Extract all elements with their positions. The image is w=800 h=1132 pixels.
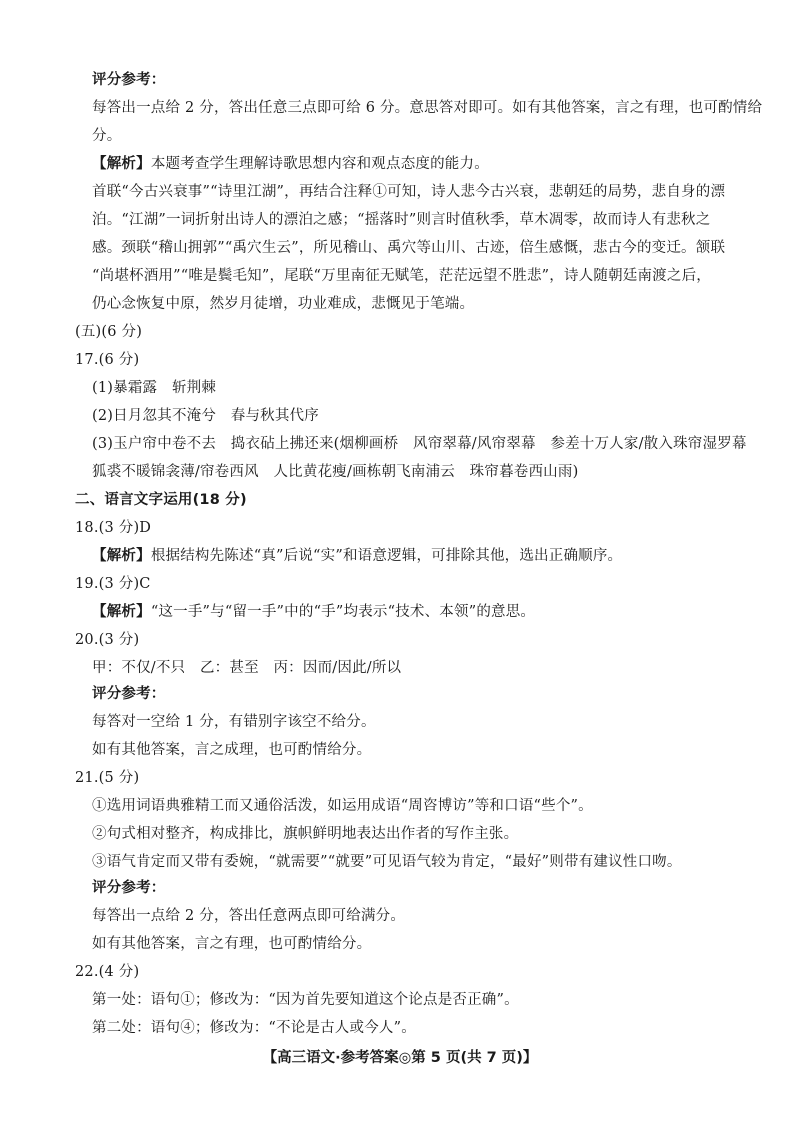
text-line: 第二处：语句④；修改为：“不论是古人或今人”。 [92,1020,416,1036]
text-line: 感。颈联“稽山拥郭”“禹穴生云”，所见稽山、禹穴等山川、古迹，倍生感慨，悲古今的变迁。颔联 [92,240,726,256]
text-line: 分。 [92,128,122,144]
text-line: ③语气肯定而又带有委婉，“就需要”“就要”可见语气较为肯定，“最好”则带有建议性口吻。 [92,854,682,870]
text-line: 第一处：语句①；修改为：“因为首先要知道这个论点是否正确”。 [92,992,519,1008]
text-line: 仍心念恢复中原，然岁月徒增，功业难成，悲慨见于笔端。 [92,296,475,312]
text-line: 如有其他答案，言之有理，也可酌情给分。 [92,936,372,952]
text-line: 每答出一点给 2 分，答出任意两点即可给满分。 [92,908,406,924]
analysis-line [92,602,535,622]
scoring-reference-heading: 评分参考： [92,686,166,702]
question-19-heading: 19.(3 分)C [75,576,151,592]
text-line: 每答出一点给 2 分，答出任意三点即可给 6 分。意思答对即可。如有其他答案，言之有理，也可酌情给 [92,100,763,116]
text-line: 每答对一空给 1 分，有错别字该空不给分。 [92,714,376,730]
scoring-reference-heading: 评分参考： [92,72,166,88]
analysis-text: 本题考查学生理解诗歌思想内容和观点态度的能力。 [150,156,489,172]
section-two-heading: 二、语言文字运用(18 分) [75,492,247,508]
analysis-text: “这一手”与“留一手”中的“手”均表示“技术、本领”的意思。 [150,604,536,620]
text-line: 甲：不仅/不只 乙：甚至 丙：因而/因此/所以 [92,660,402,676]
question-17-heading: 17.(6 分) [75,352,140,368]
text-line: (1)暴霜露 斩荆棘 [92,380,217,396]
question-21-heading: 21.(5 分) [75,770,140,786]
text-line: “尚堪杯酒用”“唯是鬓毛知”，尾联“万里南征无赋笔，茫茫远望不胜悲”，诗人随朝廷南渡之后， [92,268,711,284]
section-five-heading: (五)(6 分) [75,324,143,340]
analysis-label: 【解析】 [92,604,151,620]
analysis-line [92,154,489,174]
question-18-heading: 18.(3 分)D [75,520,152,536]
scoring-reference-heading: 评分参考： [92,880,166,896]
analysis-text: 根据结构先陈述“真”后说“实”和语意逻辑，可排除其他，选出正确顺序。 [150,548,623,564]
page-footer: 【高三语文·参考答案◎第 5 页(共 7 页)】 [262,1050,538,1066]
question-20-heading: 20.(3 分) [75,632,140,648]
text-line: ②句式相对整齐，构成排比，旗帜鲜明地表达出作者的写作主张。 [92,826,519,842]
question-22-heading: 22.(4 分) [75,964,140,980]
text-line: 首联“今古兴衰事”“诗里江湖”，再结合注释①可知，诗人悲今古兴衰，悲朝廷的局势，悲自身的漂 [92,184,726,200]
analysis-line [92,546,622,566]
text-line: 狐裘不暖锦衾薄/帘卷西风 人比黄花瘦/画栋朝飞南浦云 珠帘暮卷西山雨) [92,464,579,480]
text-line: (3)玉户帘中卷不去 捣衣砧上拂还来(烟柳画桥 风帘翠幕/风帘翠幕 参差十万人家/散入珠帘湿罗幕 [92,436,747,452]
analysis-label: 【解析】 [92,156,151,172]
text-line: 泊。“江湖”一词折射出诗人的漂泊之感；“摇落时”则言时值秋季，草木凋零，故而诗人有悲秋之 [92,212,711,228]
text-line: (2)日月忽其不淹兮 春与秋其代序 [92,408,319,424]
analysis-label: 【解析】 [92,548,151,564]
text-line: 如有其他答案，言之成理，也可酌情给分。 [92,742,372,758]
text-line: ①选用词语典雅精工而又通俗活泼，如运用成语“周咨博访”等和口语“些个”。 [92,798,593,814]
